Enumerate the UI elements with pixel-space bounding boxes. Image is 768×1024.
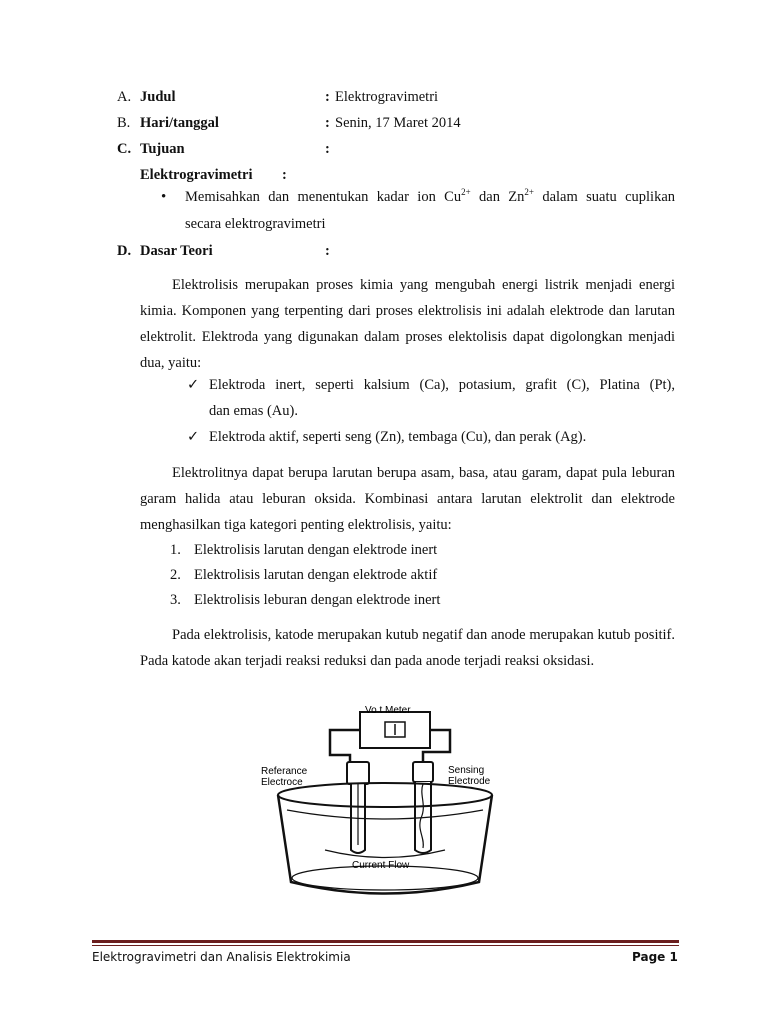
value-judul: Elektrogravimetri [335, 89, 439, 105]
paragraph-katode-anode [140, 622, 675, 674]
bullet-item-line2: secara elektrogravimetri [185, 216, 326, 232]
label-tujuan: Tujuan [140, 141, 185, 157]
page-number: Page 1 [632, 950, 678, 964]
voltmeter-label: Vo t Meter [365, 705, 411, 716]
sensing-electrode-label: Electrode [448, 776, 491, 787]
bullet-item-line1 [185, 184, 675, 210]
reference-wire [330, 730, 360, 765]
label-dasar-teori: Dasar Teori [140, 243, 213, 259]
footer-rule [92, 940, 679, 943]
marker-d: D. [117, 243, 132, 259]
sensing-electrode-cap [413, 762, 433, 782]
colon-elektrogravimetri: : [282, 167, 287, 183]
paragraph-elektrolisis [140, 272, 675, 376]
liquid-surface [287, 810, 483, 819]
list-item: Elektrolisis larutan dengan elektrode inert [194, 542, 438, 558]
check-item-1-line1: Elektroda inert, seperti kalsium (Ca), potasium, grafit (C), Platina (Pt), [209, 377, 675, 393]
reference-electrode-label: Electroce [261, 777, 303, 788]
colon-tujuan: : [325, 141, 330, 157]
label-judul: Judul [140, 89, 176, 105]
list-number: 3. [170, 592, 181, 608]
paragraph-elektrolit [140, 460, 675, 538]
check-icon: ✓ [187, 429, 200, 445]
electrolysis-cell-diagram [255, 700, 515, 905]
check-item-2: Elektroda aktif, seperti seng (Zn), tembaga (Cu), dan perak (Ag). [209, 429, 587, 445]
value-hari-tanggal: Senin, 17 Maret 2014 [335, 115, 461, 131]
reference-electrode-cap [347, 762, 369, 784]
zn-charge: 2+ [524, 187, 534, 197]
bullet-dot: • [161, 189, 167, 205]
colon-hari-tanggal: : [325, 115, 330, 131]
check-item-1-line2: dan emas (Au). [209, 403, 298, 419]
colon-judul: : [325, 89, 330, 105]
footer-title: Elektrogravimetri dan Analisis Elektrokimia [92, 950, 351, 964]
cu-charge: 2+ [461, 187, 471, 197]
marker-c: C. [117, 141, 132, 157]
label-elektrogravimetri: Elektrogravimetri [140, 167, 253, 183]
list-number: 1. [170, 542, 181, 558]
list-item: Elektrolisis larutan dengan elektrode aktif [194, 567, 438, 583]
bullet-text-3: dalam suatu cuplikan [534, 189, 676, 205]
list-item: Elektrolisis leburan dengan elektrode inert [194, 592, 441, 608]
paragraph-elektrolisis-text: Elektrolisis merupakan proses kimia yang mengubah energi listrik menjadi energi kimia. Komponen yang terpenting dari proses elektrolisis ini adalah elektrode dan larutan elektrolit. Elektroda yang digunakan dalam proses elektolisis dapat digolongkan menjadi dua, yaitu: [140, 277, 675, 371]
beaker-body [278, 795, 492, 894]
footer-rule [92, 945, 679, 946]
current-flow-label: Current Flow [352, 860, 410, 871]
reference-electrode-label: Referance [261, 766, 308, 777]
bullet-text-1: Memisahkan dan menentukan kadar ion Cu [185, 189, 462, 205]
marker-a: A. [117, 89, 132, 105]
bullet-text-2: dan Zn [470, 189, 525, 205]
list-number: 2. [170, 567, 181, 583]
paragraph-katode-anode-text: Pada elektrolisis, katode merupakan kutub negatif dan anode merupakan kutub positif. Pada katode akan terjadi reaksi reduksi dan pada anode terjadi reaksi oksidasi. [140, 627, 675, 669]
marker-b: B. [117, 115, 131, 131]
label-hari-tanggal: Hari/tanggal [140, 115, 219, 131]
check-icon: ✓ [187, 377, 200, 393]
colon-dasar-teori: : [325, 243, 330, 259]
paragraph-elektrolit-text: Elektrolitnya dapat berupa larutan berupa asam, basa, atau garam, dapat pula leburan garam halida atau leburan oksida. Kombinasi antara larutan elektrolit dan elektrode menghasilkan tiga kategori penting elektrolisis, yaitu: [140, 465, 675, 533]
sensing-electrode-label: Sensing [448, 765, 485, 776]
